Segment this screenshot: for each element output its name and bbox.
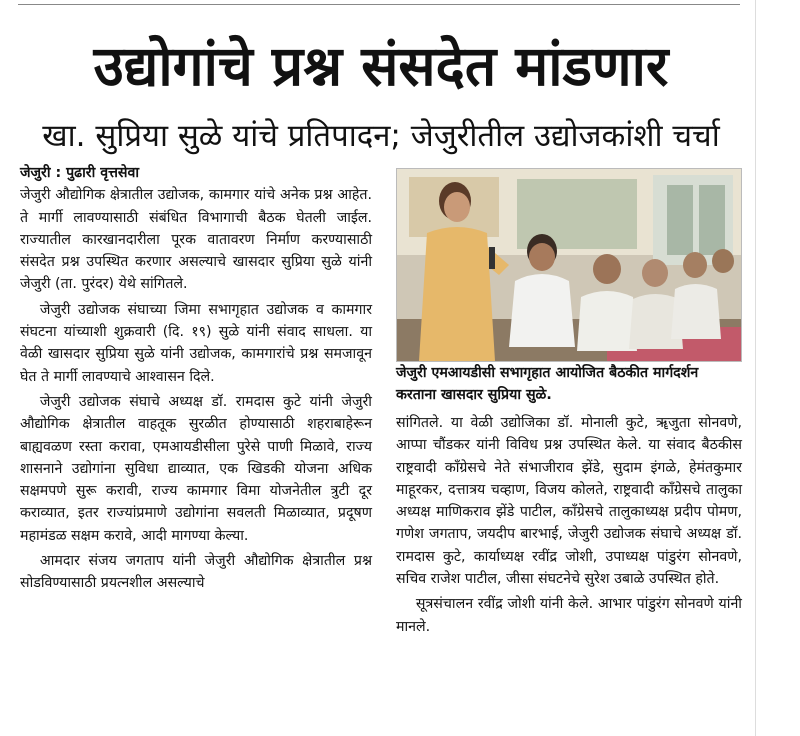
- article-paragraph: जेजुरी उद्योजक संघाच्या जिमा सभागृहात उद्योजक व कामगार संघटना यांच्याशी शुक्रवारी (दि. १९) सुळे यांनी संवाद साधला. या वेळी खासदार सुप्रिया सुळे यांनी उद्योजक, कामगारांचे प्रश्न समजावून घेत ते मार्गी लावण्याचे आश्वासन दिले.: [20, 301, 372, 385]
- dateline: जेजुरी : पुढारी वृत्तसेवा: [20, 165, 140, 181]
- article-paragraph: सांगितले. या वेळी उद्योजिका डॉ. मोनाली कुटे, ॠजुता सोनवणे, आप्पा चौंडकर यांनी विविध प्रश्न उपस्थित केले. या संवाद बैठकीस राष्ट्रवादी काँग्रेसचे नेते संभाजीराव झेंडे, सुदाम इंगळे, हेमंतकुमार माहूरकर, दत्तात्रय चव्हाण, विजय कोलते, राष्ट्रवादी काँग्रेसचे तालुका अध्यक्ष माणिकराव झेंडे पाटील, काँग्रेसचे तालुकाध्यक्ष प्रदीप पोमण, गणेश जगताप, जयदीप बारभाई, जेजुरी उद्योजक संघाचे अध्यक्ष डॉ. रामदास कुटे, कार्याध्यक्ष रवींद्र जोशी, उपाध्यक्ष पांडुरंग सोनवणे, सचिव राजेश पाटील, जीसा संघटनेचे सुरेश उबाळे उपस्थित होते.: [396, 415, 742, 588]
- headline: उद्योगांचे प्रश्न संसदेत मांडणार: [93, 34, 669, 98]
- article-paragraph: जेजुरी उद्योजक संघाचे अध्यक्ष डॉ. रामदास कुटे यांनी जेजुरी औद्योगिक क्षेत्रातील वाहतूक सुरळीत होण्यासाठी शहराबाहेरून बाह्यवळण रस्ता करावा, एमआयडीसीला पुरेसे पाणी मिळावे, राज्य शासनाने उद्योगांना सुविधा द्याव्यात, एक खिडकी योजना अधिक सक्षमपणे सुरू करावी, राज्य कामगार विमा योजनेतील त्रुटी दूर कराव्यात, इतर राज्यांप्रमाणे उद्योगांना सवलती मिळाव्यात, प्रदूषण महामंडळ सक्षम करावे, आदी मागण्या केल्या.: [20, 393, 372, 544]
- top-rule: [18, 4, 740, 5]
- page-edge-line: [755, 0, 756, 736]
- article-paragraph: सूत्रसंचालन रवींद्र जोशी यांनी केले. आभार पांडुरंग सोनवणे यांनी मानले.: [396, 596, 742, 635]
- article-paragraph: आमदार संजय जगताप यांनी जेजुरी औद्योगिक क्षेत्रातील प्रश्न सोडविण्यासाठी प्रयत्नशील असल्याचे: [20, 553, 372, 592]
- news-photo: [396, 168, 742, 362]
- meeting-photo-illustration: [397, 169, 741, 361]
- subheadline: खा. सुप्रिया सुळे यांचे प्रतिपादन; जेजुरीतील उद्योजकांशी चर्चा: [42, 118, 720, 154]
- article-column-left: [20, 162, 372, 598]
- article-column-right: [396, 412, 742, 641]
- photo-caption: जेजुरी एमआयडीसी सभागृहात आयोजित बैठकीत मार्गदर्शन करताना खासदार सुप्रिया सुळे.: [396, 365, 699, 404]
- article-paragraph: जेजुरी औद्योगिक क्षेत्रातील उद्योजक, कामगार यांचे अनेक प्रश्न आहेत. ते मार्गी लावण्यासाठी संबंधित विभागाची बैठक घेतली जाईल. राज्यातील कारखानदारीला पूरक वातावरण निर्माण करण्यासाठी संसदेत प्रश्न उपस्थित करणार असल्याचे खासदार सुप्रिया सुळे यांनी जेजुरी (ता. पुरंदर) येथे सांगितले.: [20, 187, 372, 293]
